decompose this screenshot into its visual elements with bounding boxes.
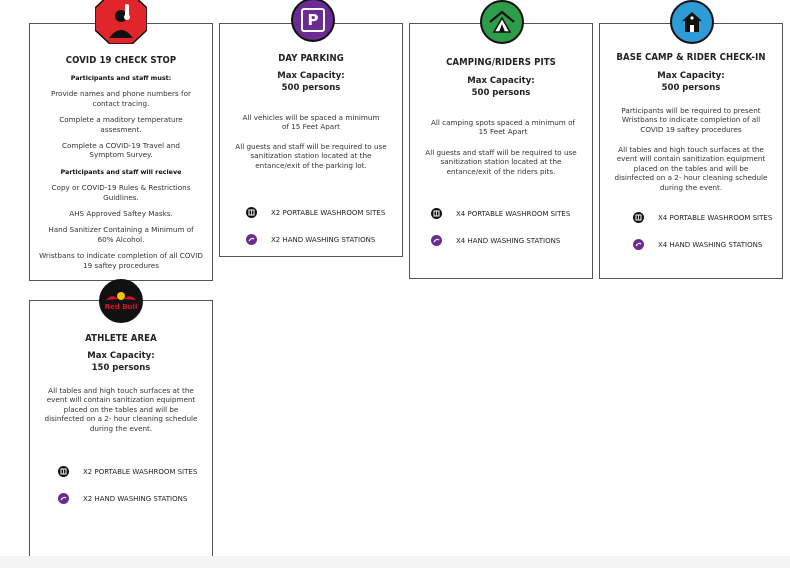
handwash-row: [246, 234, 375, 245]
paragraph: AHS Approved Saftey Masks.: [69, 209, 173, 219]
paragraph: Provide names and phone numbers for contact tracing.: [51, 89, 191, 108]
paragraph: Participants will be required to present Wristbans to indicate completion of all COVID 19 saftey procedures: [621, 106, 761, 134]
parking-icon: P: [291, 0, 335, 42]
hand-washing-icon: [58, 493, 69, 504]
card-title: ATHLETE AREA: [85, 333, 157, 344]
hand-washing-icon: [633, 239, 644, 250]
capacity-value: 500 persons: [281, 83, 341, 93]
paragraph: All camping spots spaced a minimum of 15 Feet Apart: [430, 118, 575, 137]
washroom-icon: [431, 208, 442, 219]
paragraph: Hand Sanitizer Containing a Minimum of 60% Alcohol.: [48, 225, 194, 244]
school-house-icon: [670, 0, 714, 44]
handwash-row: [633, 239, 762, 250]
card-base-camp-rider-check-in: [599, 23, 783, 279]
paragraph: All guests and staff will be required to use sanitization station located at the entance/exit of the riders pits.: [425, 148, 577, 176]
paragraph: Complete a maditory temperature assesment.: [59, 115, 183, 134]
thermometer-person-icon: [95, 0, 147, 44]
washroom-row: [633, 212, 772, 223]
washroom-icon: [58, 466, 69, 477]
handwash-text: X4 HAND WASHING STATIONS: [658, 240, 763, 249]
paragraph: Complete a COVID-19 Travel and Symptom Survey.: [62, 141, 180, 160]
washroom-text: X4 PORTABLE WASHROOM SITES: [658, 213, 773, 222]
capacity-label: Max Capacity:: [277, 71, 345, 81]
paragraph: Wristbans to indicate completion of all COVID 19 saftey procedures: [39, 251, 203, 270]
page-footer-strip: [0, 556, 790, 568]
paragraph: All tables and high touch surfaces at the event will contain sanitization equipment placed on the tables and will be disinfected on a 2- hour cleaning schedule during the event.: [44, 386, 198, 433]
washroom-text: X4 PORTABLE WASHROOM SITES: [456, 209, 571, 218]
paragraph: All vehicles will be spaced a minimum of 15 Feet Apart: [242, 113, 380, 132]
subheading: Participants and staff will recieve: [60, 167, 182, 176]
capacity-label: Max Capacity:: [87, 351, 155, 361]
capacity-label: Max Capacity:: [657, 71, 725, 81]
hand-washing-icon: [431, 235, 442, 246]
card-day-parking: [219, 23, 403, 257]
card-title: BASE CAMP & RIDER CHECK-IN: [616, 52, 766, 63]
paragraph: Copy or COVID-19 Rules & Restrictions Guidlines.: [51, 183, 191, 202]
hand-washing-icon: [246, 234, 257, 245]
washroom-row: [431, 208, 570, 219]
paragraph: All tables and high touch surfaces at the event will contain sanitization equipment placed on the tables and will be disinfected on a 2- hour cleaning schedule during the event.: [614, 145, 768, 192]
card-title: CAMPING/RIDERS PITS: [446, 57, 556, 68]
tent-icon: [480, 0, 524, 44]
handwash-text: X2 HAND WASHING STATIONS: [83, 494, 188, 503]
washroom-text: X2 PORTABLE WASHROOM SITES: [271, 208, 386, 217]
svg-text:Red Bull: Red Bull: [104, 303, 138, 311]
card-text: [38, 73, 204, 270]
washroom-icon: [246, 207, 257, 218]
handwash-text: X2 HAND WASHING STATIONS: [271, 235, 376, 244]
card-title: COVID 19 CHECK STOP: [65, 55, 177, 66]
capacity-label: Max Capacity:: [467, 76, 535, 86]
card-title: DAY PARKING: [278, 53, 344, 64]
subheading: Participants and staff must:: [70, 74, 172, 82]
washroom-row: [58, 466, 197, 477]
handwash-row: [431, 235, 560, 246]
washroom-icon: [633, 212, 644, 223]
washroom-row: [246, 207, 385, 218]
card-athlete-area: [29, 300, 213, 557]
handwash-text: X4 HAND WASHING STATIONS: [456, 236, 561, 245]
card-camping-riders-pits: [409, 23, 593, 279]
card-covid-check-stop: [29, 23, 213, 281]
handwash-row: [58, 493, 187, 504]
capacity-value: 500 persons: [661, 83, 721, 93]
red-bull-logo: [99, 279, 143, 323]
capacity-value: 500 persons: [471, 88, 531, 98]
capacity-value: 150 persons: [91, 363, 151, 373]
paragraph: All guests and staff will be required to use sanitization station located at the entance/exit of the parking lot.: [235, 142, 387, 170]
washroom-text: X2 PORTABLE WASHROOM SITES: [83, 467, 198, 476]
